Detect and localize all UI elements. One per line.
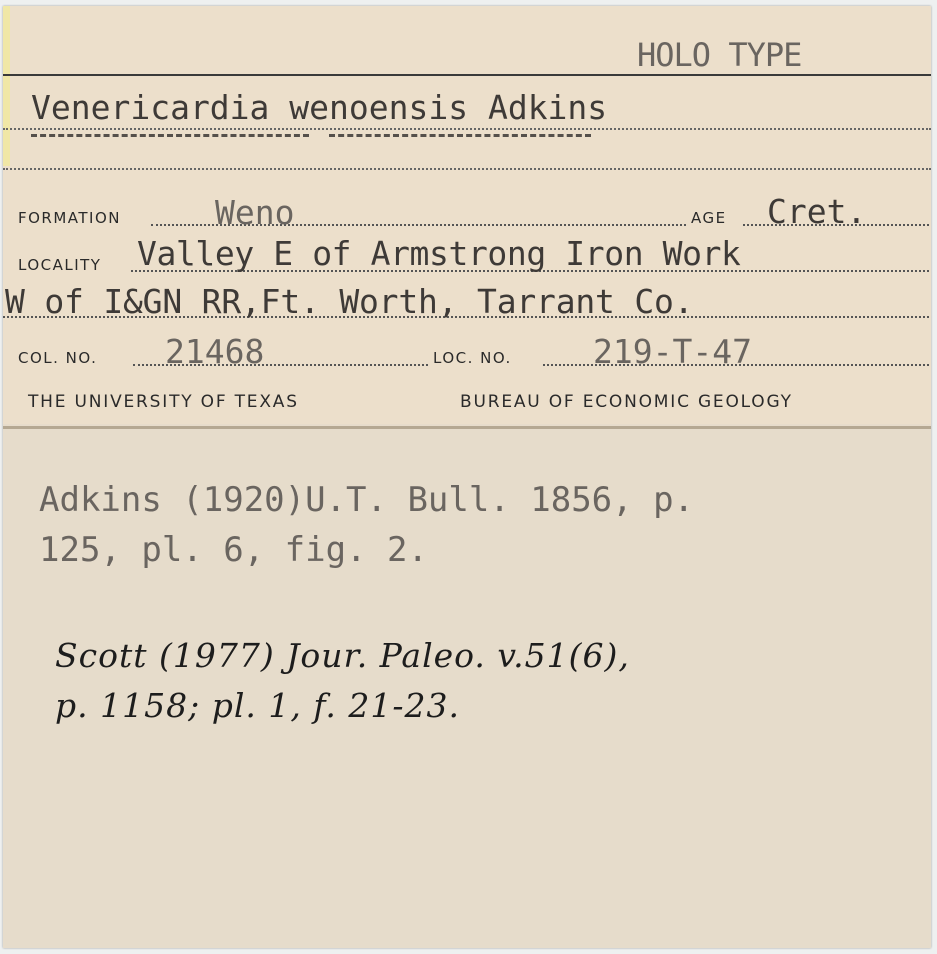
species-dotted-rule xyxy=(3,128,931,130)
col-no-value: 21468 xyxy=(165,332,265,371)
loc-no-value: 219-T-47 xyxy=(593,332,752,371)
formation-label: FORMATION xyxy=(18,209,122,227)
locality-line-1: Valley E of Armstrong Iron Work xyxy=(137,234,741,273)
specimen-card xyxy=(3,6,931,948)
species-name: Venericardia wenoensis Adkins xyxy=(31,88,608,127)
typed-reference-line-2: 125, pl. 6, fig. 2. xyxy=(39,530,428,570)
handwritten-reference-line-2: p. 1158; pl. 1, f. 21-23. xyxy=(55,686,460,725)
handwritten-reference-line-1: Scott (1977) Jour. Paleo. v.51(6), xyxy=(55,636,630,675)
col-no-label: COL. NO. xyxy=(18,349,98,367)
species-epithet-underline xyxy=(329,134,591,137)
age-value: Cret. xyxy=(767,192,867,231)
typed-reference-line-1: Adkins (1920)U.T. Bull. 1856, p. xyxy=(39,480,695,520)
footer-bureau: BUREAU OF ECONOMIC GEOLOGY xyxy=(460,392,793,412)
locality-line-2: W of I&GN RR,Ft. Worth, Tarrant Co. xyxy=(5,282,694,321)
holotype-tag: HOLO TYPE xyxy=(637,36,802,74)
locality-label: LOCALITY xyxy=(18,256,102,274)
species-lower-dotted-rule xyxy=(3,168,931,170)
formation-value: Weno xyxy=(215,193,295,232)
loc-no-label: LOC. NO. xyxy=(433,349,512,367)
header-rule xyxy=(3,74,931,76)
age-label: AGE xyxy=(691,209,727,227)
card-yellow-edge xyxy=(3,6,10,166)
footer-university: THE UNIVERSITY OF TEXAS xyxy=(28,392,299,412)
species-genus-underline xyxy=(31,134,309,137)
